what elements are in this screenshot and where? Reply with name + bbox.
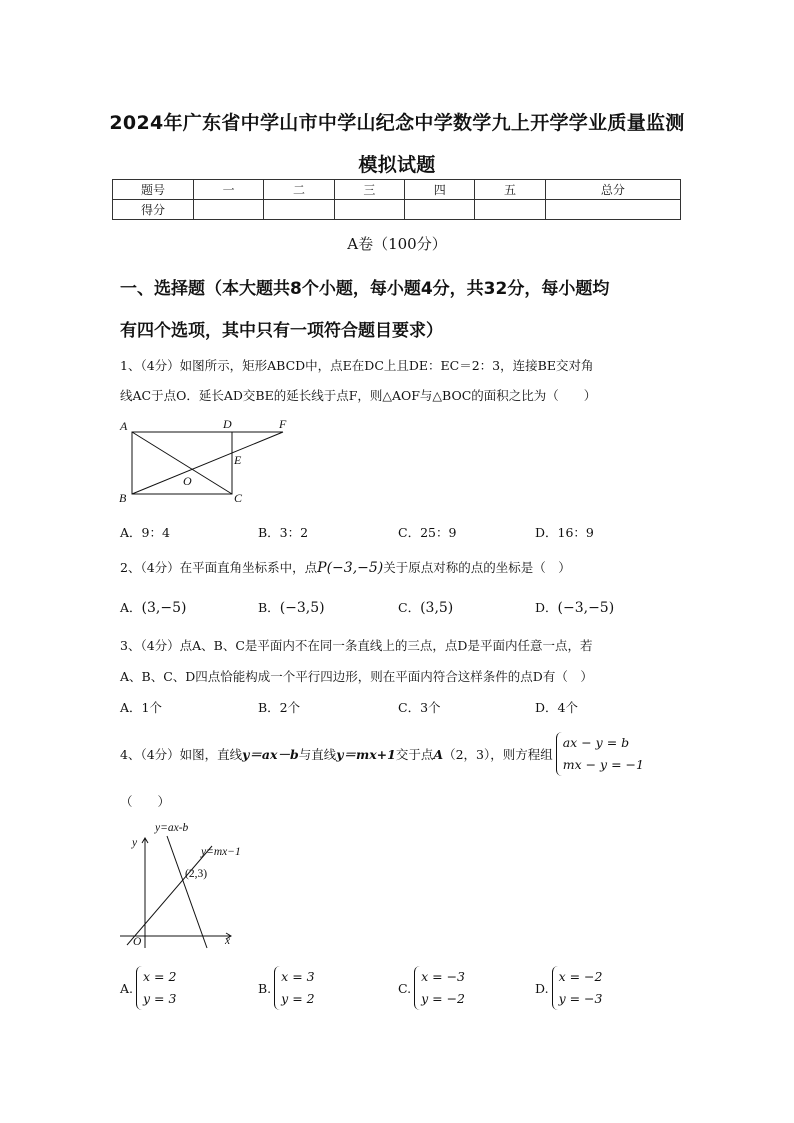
q3-text-line1: 3、（4分）点A、B、C是平面内不在同一条直线上的三点，点D是平面内任意一点，若 bbox=[120, 638, 593, 653]
line-y-mx-1 bbox=[127, 846, 212, 945]
q4-equation-system bbox=[556, 732, 644, 776]
header-cell: 四 bbox=[405, 180, 475, 200]
q2-text-post: 关于原点对称的点的坐标是（ ） bbox=[383, 560, 571, 575]
q1-text-line2: 线AC于点O．延长AD交BE的延长线于点F，则△AOF与△BOC的面积之比为（ ） bbox=[120, 388, 597, 403]
label-line-ax-b: y=ax-b bbox=[155, 822, 189, 834]
score-cell[interactable] bbox=[405, 200, 475, 220]
q1-option-b[interactable]: B．3：2 bbox=[258, 525, 309, 540]
option-eq-1: x = −3 bbox=[421, 969, 465, 984]
label-y: y bbox=[132, 837, 138, 849]
label-a: A bbox=[120, 419, 128, 433]
row-label-cell: 得分 bbox=[113, 200, 194, 220]
part1-heading-line2: 有四个选项，其中只有一项符合题目要求） bbox=[120, 321, 443, 341]
option-letter: B． bbox=[258, 600, 280, 615]
label-line-mx-1: y=mx−1 bbox=[201, 846, 241, 858]
option-eq-2: y = −2 bbox=[421, 991, 466, 1006]
q2-text-pre: 2、（4分）在平面直角坐标系中，点 bbox=[120, 560, 318, 575]
score-table-header-row bbox=[113, 180, 681, 200]
label-intersection: (2,3) bbox=[185, 868, 208, 880]
label-e: E bbox=[234, 453, 242, 467]
label-origin: O bbox=[133, 936, 142, 948]
line-bf bbox=[132, 432, 283, 494]
q4-paren: （ ） bbox=[120, 794, 171, 809]
header-cell: 一 bbox=[194, 180, 264, 200]
q1-option-c[interactable]: C．25：9 bbox=[398, 525, 457, 540]
option-value: (3,5) bbox=[420, 600, 454, 616]
q3-option-c[interactable]: C．3个 bbox=[398, 700, 441, 715]
q2-text bbox=[120, 558, 571, 576]
score-cell[interactable] bbox=[264, 200, 334, 220]
label-o: O bbox=[183, 474, 192, 488]
part1-heading-line1: 一、选择题（本大题共8个小题，每小题4分，共32分，每小题均 bbox=[120, 279, 610, 299]
label-f: F bbox=[279, 417, 287, 431]
option-eq-1: x = −2 bbox=[558, 969, 603, 984]
q4-text bbox=[120, 732, 644, 776]
option-value: (−3,5) bbox=[279, 600, 325, 616]
option-letter: C． bbox=[398, 600, 421, 615]
header-cell: 三 bbox=[334, 180, 404, 200]
header-cell: 总分 bbox=[545, 180, 680, 200]
q4-point-label: A bbox=[433, 746, 444, 762]
score-table bbox=[112, 179, 681, 220]
label-b: B bbox=[119, 491, 127, 505]
exam-title-line2: 模拟试题 bbox=[358, 154, 436, 176]
option-eq-1: x = 3 bbox=[281, 969, 315, 984]
label-c: C bbox=[234, 491, 243, 505]
option-eq-2: y = −3 bbox=[558, 991, 603, 1006]
q4-option-d[interactable] bbox=[535, 966, 602, 1010]
exam-title-line1: 2024年广东省中学山市中学山纪念中学数学九上开学学业质量监测 bbox=[109, 112, 685, 134]
q4-text-pre: 4、（4分）如图，直线 bbox=[120, 747, 243, 762]
option-eq-1: x = 2 bbox=[143, 969, 177, 984]
q3-option-a[interactable]: A．1个 bbox=[120, 700, 162, 715]
q4-point-coords: （2，3），则方程组 bbox=[443, 747, 553, 762]
q4-option-c[interactable] bbox=[398, 966, 465, 1010]
score-table-score-row bbox=[113, 200, 681, 220]
option-letter: D. bbox=[535, 980, 549, 996]
q4-text-mid: 与直线 bbox=[298, 747, 337, 762]
option-system bbox=[414, 966, 465, 1010]
q2-point: P(−3,−5) bbox=[317, 560, 384, 576]
header-cell: 五 bbox=[475, 180, 545, 200]
label-d: D bbox=[223, 417, 232, 431]
option-eq-2: y = 3 bbox=[143, 991, 177, 1006]
option-letter: A． bbox=[120, 600, 142, 615]
q3-text-line2: A、B、C、D四点恰能构成一个平行四边形，则在平面内符合这样条件的点D有（ ） bbox=[120, 669, 593, 684]
option-system bbox=[552, 966, 603, 1010]
system-eq-2: mx − y = −1 bbox=[562, 757, 644, 772]
q2-option-c[interactable] bbox=[398, 598, 453, 616]
q3-option-b[interactable]: B．2个 bbox=[258, 700, 301, 715]
q4-line2-expr: y＝mx+1 bbox=[336, 747, 396, 762]
option-letter: A. bbox=[120, 980, 134, 996]
q4-graph-figure bbox=[115, 818, 255, 950]
q1-option-d[interactable]: D．16：9 bbox=[535, 525, 594, 540]
option-system bbox=[136, 966, 176, 1010]
header-cell: 二 bbox=[264, 180, 334, 200]
score-cell[interactable] bbox=[334, 200, 404, 220]
option-value: (−3,−5) bbox=[557, 600, 615, 616]
score-cell[interactable] bbox=[475, 200, 545, 220]
q2-option-b[interactable] bbox=[258, 598, 325, 616]
q4-option-a[interactable] bbox=[120, 966, 176, 1010]
option-system bbox=[274, 966, 314, 1010]
score-cell[interactable] bbox=[545, 200, 680, 220]
system-eq-1: ax − y = b bbox=[562, 735, 630, 750]
diagonal-ac bbox=[132, 432, 232, 494]
option-letter: C. bbox=[398, 980, 412, 996]
label-x: x bbox=[225, 935, 231, 947]
q4-option-b[interactable] bbox=[258, 966, 315, 1010]
header-cell: 题号 bbox=[113, 180, 194, 200]
section-a-heading: A卷（100分） bbox=[347, 235, 447, 253]
option-letter: D． bbox=[535, 600, 558, 615]
q2-option-a[interactable] bbox=[120, 598, 186, 616]
q3-option-d[interactable]: D．4个 bbox=[535, 700, 578, 715]
q4-line1-expr: y＝ax－b bbox=[242, 747, 299, 762]
q4-text-mid2: 交于点 bbox=[395, 747, 434, 762]
option-value: (3,−5) bbox=[141, 600, 187, 616]
q2-option-d[interactable] bbox=[535, 598, 614, 616]
option-eq-2: y = 2 bbox=[281, 991, 315, 1006]
q1-text-line1: 1、（4分）如图所示，矩形ABCD中，点E在DC上且DE：EC＝2：3，连接BE交对角 bbox=[120, 358, 594, 373]
q1-option-a[interactable]: A．9：4 bbox=[120, 525, 170, 540]
q1-rectangle-figure bbox=[115, 414, 295, 506]
score-cell[interactable] bbox=[194, 200, 264, 220]
option-letter: B. bbox=[258, 980, 272, 996]
